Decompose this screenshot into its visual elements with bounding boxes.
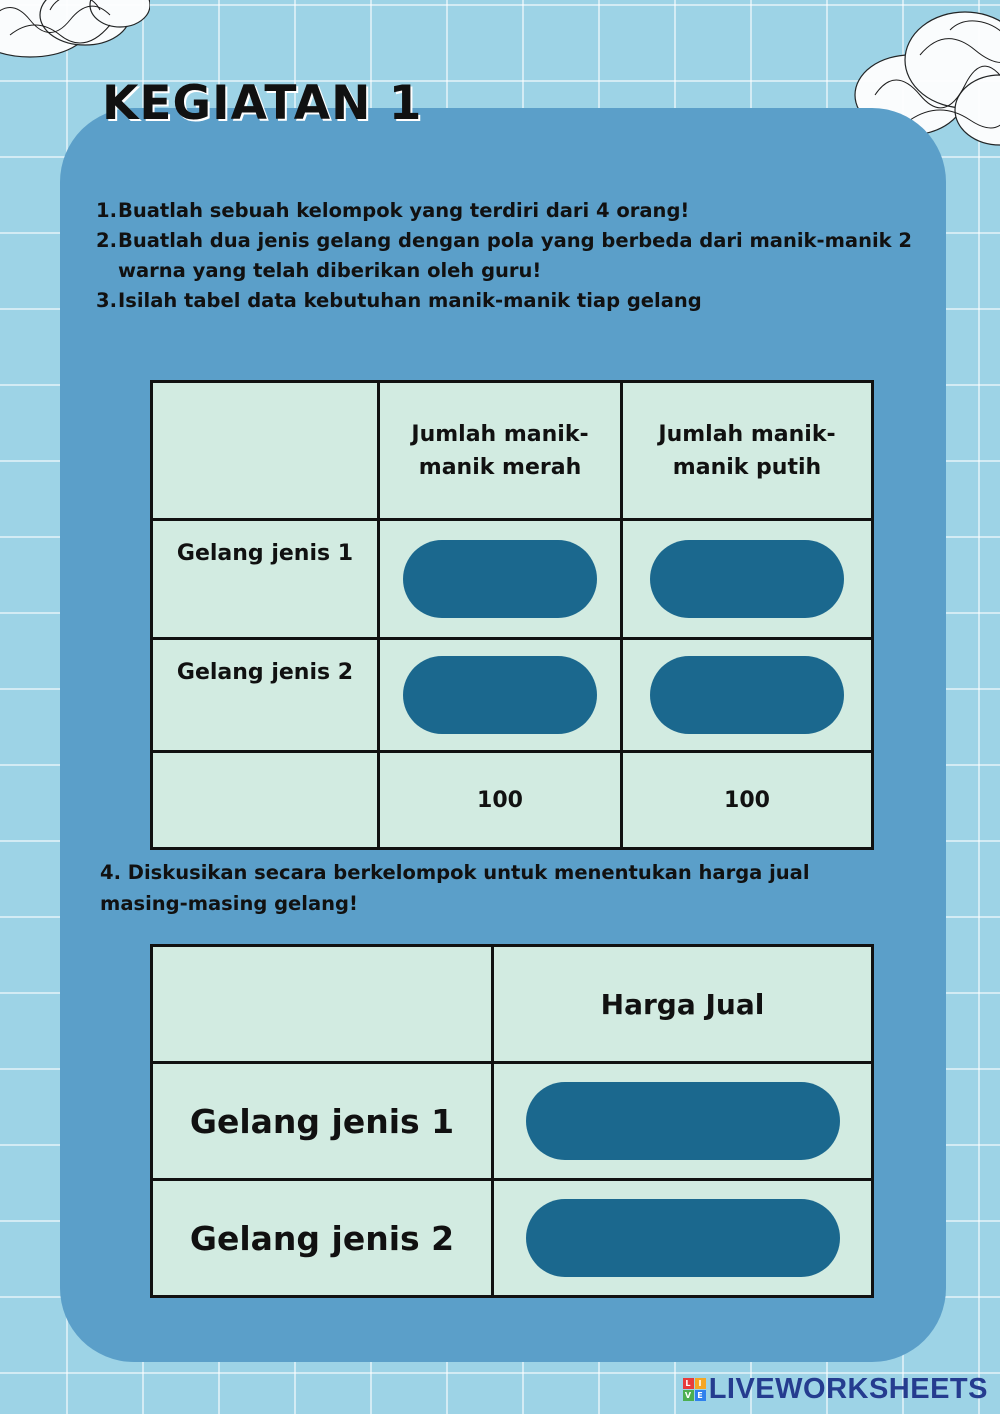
table-row [152, 639, 873, 752]
row-label-gelang-2: Gelang jenis 2 [152, 1180, 493, 1297]
answer-input-white-gelang-2[interactable] [650, 656, 844, 734]
answer-input-white-gelang-1[interactable] [650, 540, 844, 618]
table-total-row [152, 752, 873, 849]
header-empty-cell [152, 382, 379, 520]
answer-input-red-gelang-1[interactable] [403, 540, 597, 618]
table-row [152, 1180, 873, 1297]
instruction-item [96, 226, 936, 286]
header-white-beads: Jumlah manik-manik putih [622, 382, 873, 520]
table-row [152, 520, 873, 639]
cell [493, 1063, 873, 1180]
instruction-text: Isilah tabel data kebutuhan manik-manik tiap gelang [118, 289, 702, 312]
row-label-gelang-1: Gelang jenis 1 [152, 520, 379, 639]
cell [622, 639, 873, 752]
answer-input-red-gelang-2[interactable] [403, 656, 597, 734]
row-label-gelang-2: Gelang jenis 2 [152, 639, 379, 752]
header-empty-cell [152, 946, 493, 1063]
header-red-beads: Jumlah manik-manik merah [379, 382, 622, 520]
instruction-item [96, 196, 936, 226]
question-4: 4. Diskusikan secara berkelompok untuk menentukan harga jual masing-masing gelang! [100, 861, 810, 915]
bead-data-table [150, 380, 874, 850]
total-red-beads: 100 [379, 752, 622, 849]
table-row [152, 1063, 873, 1180]
total-white-beads: 100 [622, 752, 873, 849]
instruction-number: 1. [96, 199, 117, 222]
table-header-row [152, 382, 873, 520]
logo-letter: V [683, 1390, 694, 1401]
cell [493, 1180, 873, 1297]
header-harga-jual: Harga Jual [493, 946, 873, 1063]
liveworksheets-logo-icon [683, 1378, 706, 1401]
price-table [150, 944, 874, 1298]
scribble-decoration [0, 0, 150, 70]
logo-letter: E [695, 1390, 706, 1401]
price-input-gelang-1[interactable] [526, 1082, 840, 1160]
page-title: KEGIATAN 1 [102, 76, 423, 131]
price-input-gelang-2[interactable] [526, 1199, 840, 1277]
liveworksheets-brand[interactable] [683, 1373, 988, 1406]
logo-letter: L [683, 1378, 694, 1389]
logo-letter: I [695, 1378, 706, 1389]
cell [622, 520, 873, 639]
instruction-item [96, 286, 936, 316]
cell [379, 520, 622, 639]
instruction-list [96, 196, 936, 316]
instruction-text: Buatlah sebuah kelompok yang terdiri dari 4 orang! [118, 199, 690, 222]
row-label-gelang-1: Gelang jenis 1 [152, 1063, 493, 1180]
table-header-row [152, 946, 873, 1063]
total-label-cell [152, 752, 379, 849]
instruction-number: 2. [96, 229, 117, 252]
instruction-number: 3. [96, 289, 117, 312]
cell [379, 639, 622, 752]
brand-text: LIVEWORKSHEETS [708, 1373, 988, 1405]
instruction-text: Buatlah dua jenis gelang dengan pola yang berbeda dari manik-manik 2 warna yang telah diberikan oleh guru! [118, 229, 912, 282]
